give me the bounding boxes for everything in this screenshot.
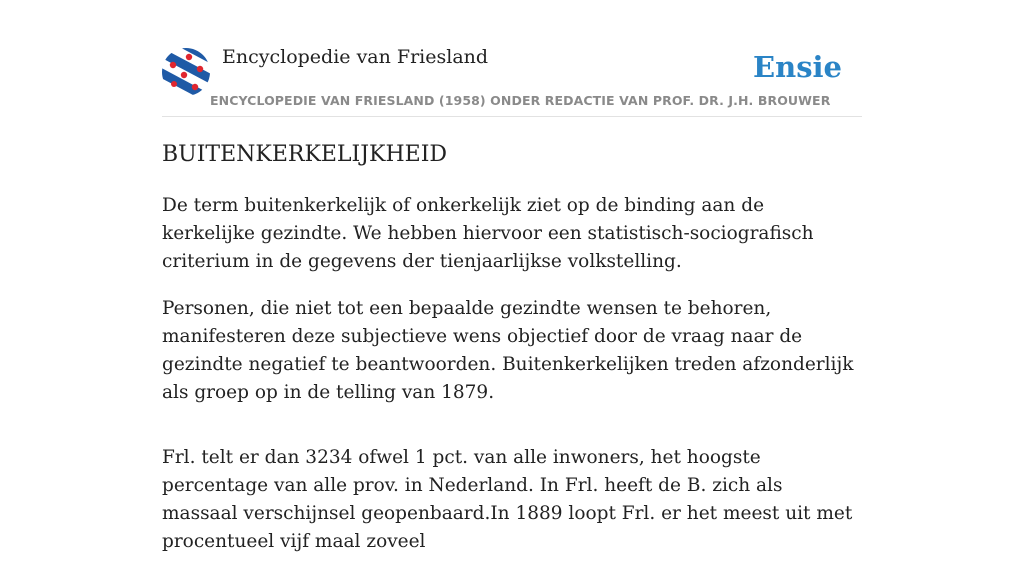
article-title: BUITENKERKELIJKHEID — [162, 142, 448, 167]
article — [162, 138, 862, 575]
ensie-logo[interactable]: Ensie — [753, 50, 842, 84]
article-paragraph-1: De term buitenkerkelijk of onkerkelijk ziet op de binding aan de kerkelijke gezindte. We hebben hiervoor een statistisch-sociografisch criterium in de gegevens der tienjaarlijkse volkstelling. — [162, 195, 814, 272]
site-subtitle: ENCYCLOPEDIE VAN FRIESLAND (1958) ONDER REDACTIE VAN PROF. DR. J.H. BROUWER — [210, 93, 831, 108]
site-name[interactable]: Encyclopedie van Friesland — [222, 46, 489, 68]
article-paragraph-3: Frl. telt er dan 3234 ofwel 1 pct. van alle inwoners, het hoogste percentage van alle prov. in Nederland. In Frl. heeft de B. zich als massaal verschijnsel geopenbaard.In 1889 loopt Frl. er het meest uit met procentueel vijf maal zoveel — [162, 447, 853, 552]
friesland-flag-icon[interactable] — [162, 48, 210, 96]
article-paragraph-2: Personen, die niet tot een bepaalde gezindte wensen te behoren, manifesteren deze subjectieve wens objectief door de vraag naar de gezindte negatief te beantwoorden. Buitenkerkelijken treden afzonderlijk als groep op in de telling van 1879. — [162, 298, 854, 403]
site-header — [162, 44, 862, 117]
